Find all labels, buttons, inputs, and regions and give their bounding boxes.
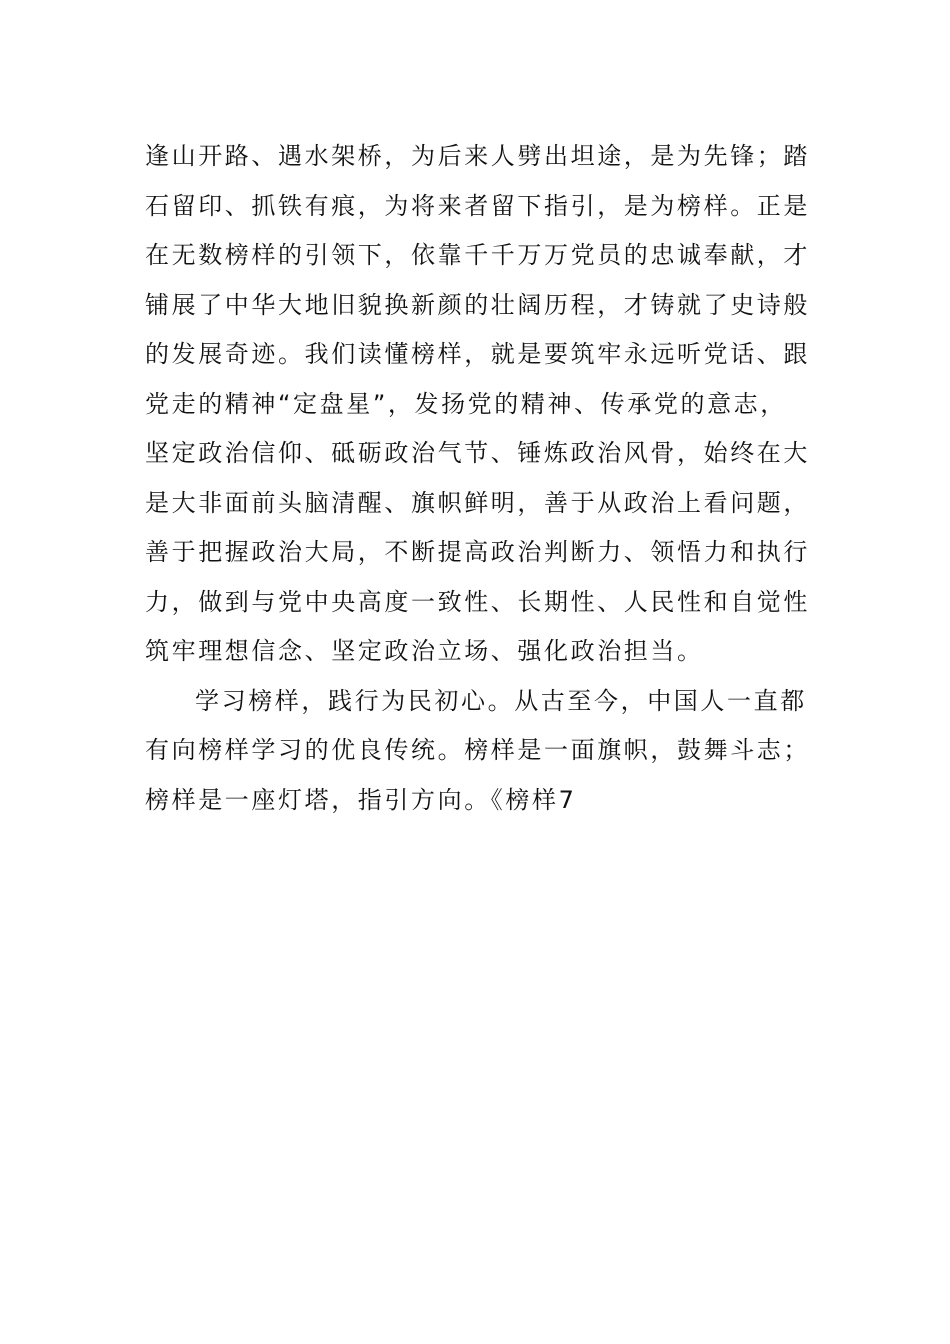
paragraph-2	[145, 677, 815, 826]
text-line: 逢山开路、遇水架桥，为后来人劈出坦途，是为先锋；踏	[145, 142, 810, 170]
text-line: 榜样是一座灯塔，指引方向。《榜样7	[145, 785, 577, 814]
text-line: 有向榜样学习的优良传统。榜样是一面旗帜，鼓舞斗志；	[145, 736, 810, 764]
text-line: 铺展了中华大地旧貌换新颜的壮阔历程，才铸就了史诗般	[145, 290, 810, 319]
text-line: 是大非面前头脑清醒、旗帜鲜明，善于从政治上看问题，	[145, 488, 810, 517]
text-line: 石留印、抓铁有痕，为将来者留下指引，是为榜样。正是	[145, 191, 810, 220]
text-line: 的发展奇迹。我们读懂榜样，就是要筑牢永远听党话、跟	[145, 340, 810, 368]
text-line: 在无数榜样的引领下，依靠千千万万党员的忠诚奉献，才	[145, 241, 810, 269]
text-line: 党走的精神“定盘星”，发扬党的精神、传承党的意志，	[145, 389, 787, 418]
text-line: 坚定政治信仰、砥砺政治气节、锤炼政治风骨，始终在大	[145, 439, 810, 467]
text-line: 筑牢理想信念、坚定政治立场、强化政治担当。	[145, 637, 704, 665]
text-line: 学习榜样，践行为民初心。从古至今，中国人一直都	[195, 686, 807, 715]
text-line: 善于把握政治大局，不断提高政治判断力、领悟力和执行	[145, 538, 810, 566]
paragraph-1	[145, 132, 815, 677]
body-text	[145, 132, 815, 825]
text-line: 力，做到与党中央高度一致性、长期性、人民性和自觉性	[145, 587, 810, 616]
